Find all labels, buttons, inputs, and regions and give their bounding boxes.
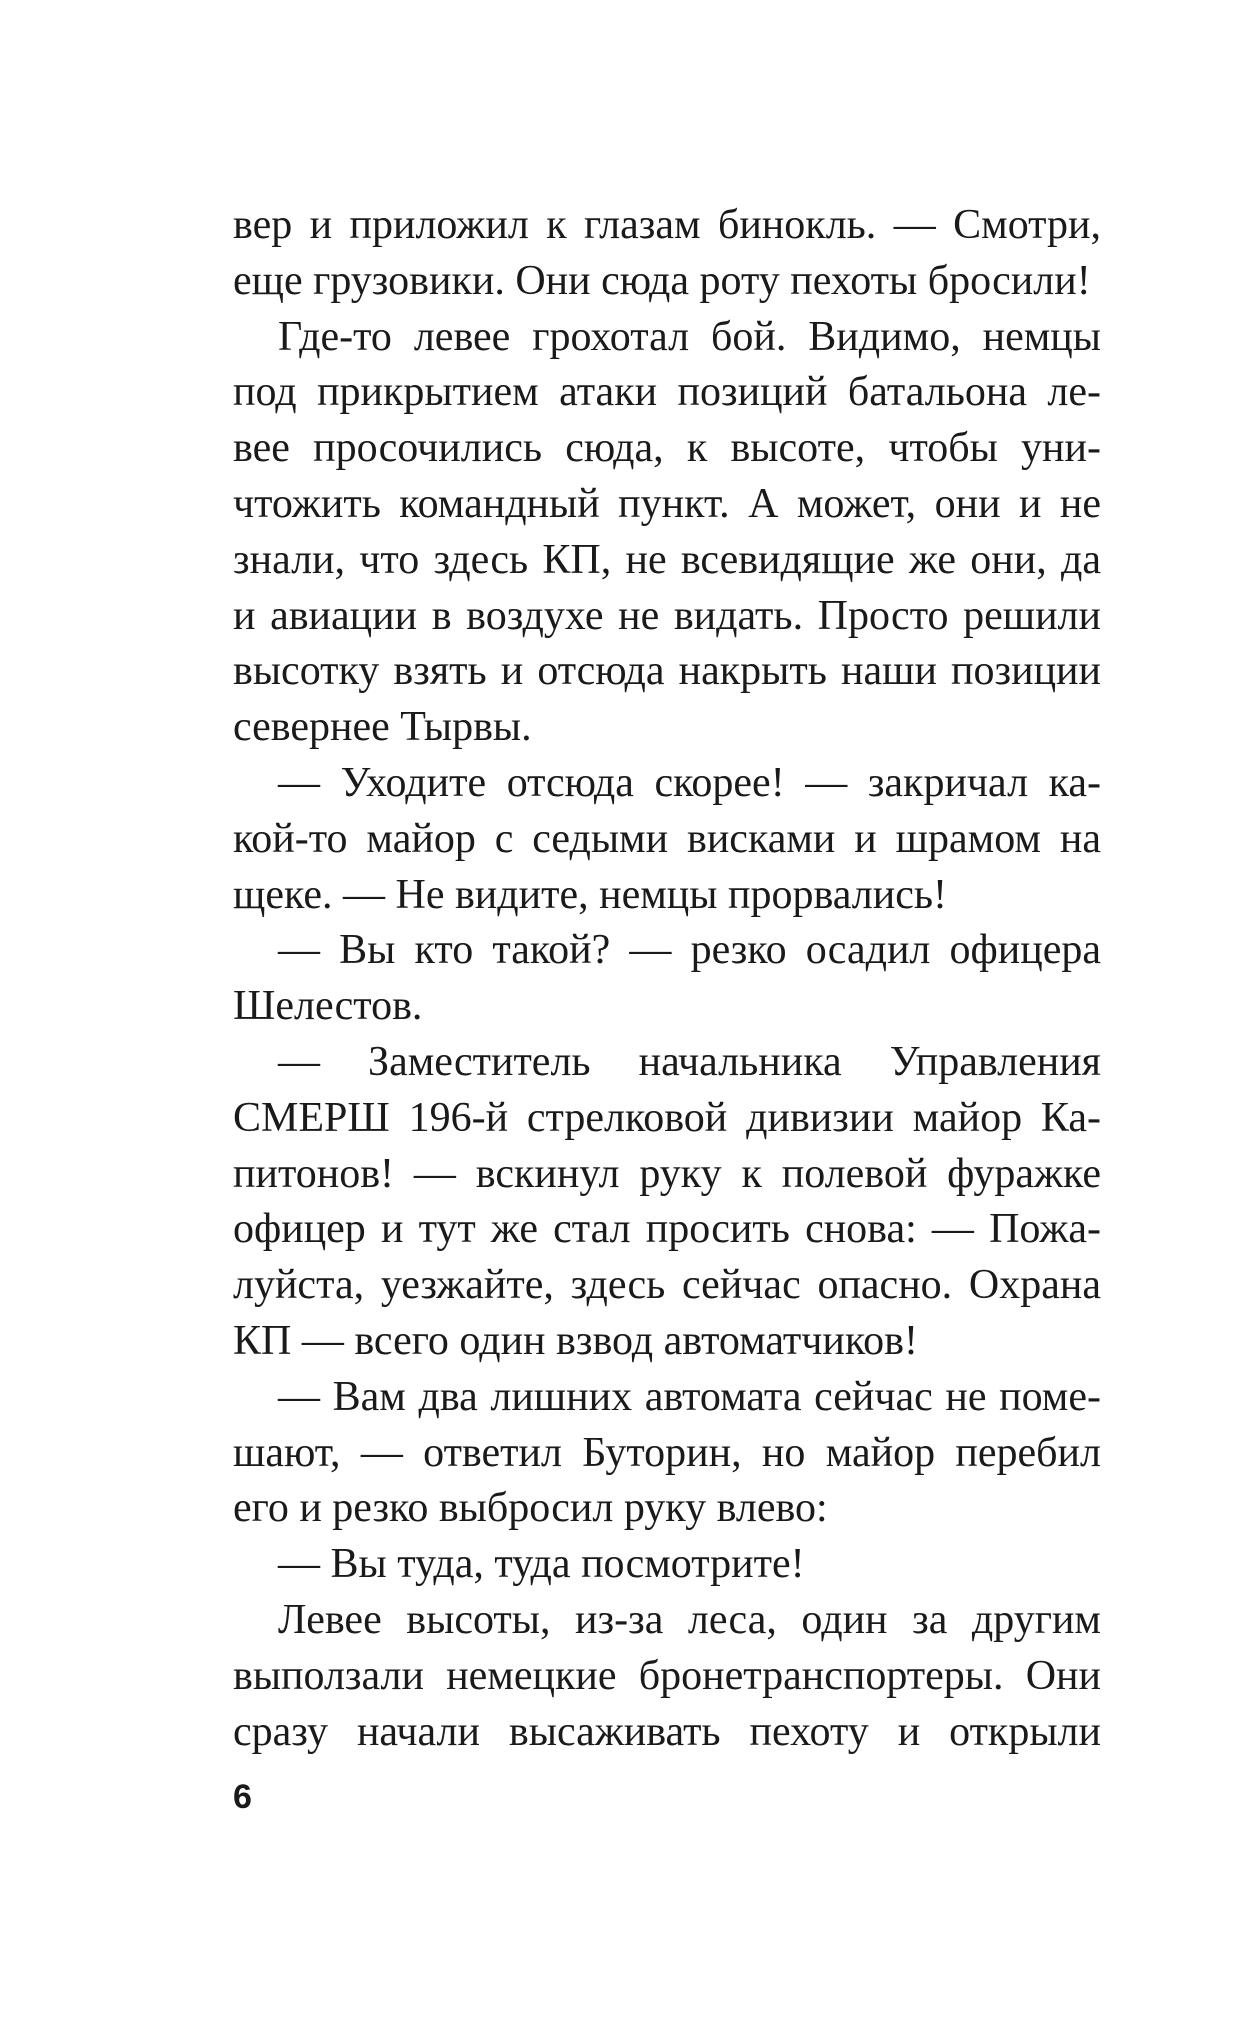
text-line: питонов! — вскинул руку к полевой фуражке (233, 1150, 1101, 1197)
text-line: Шелестов. (233, 983, 423, 1030)
text-line: — Вы туда, туда посмотрите! (278, 1541, 805, 1588)
text-line: под прикрытием атаки позиций батальона ле- (233, 369, 1101, 416)
page-number: 6 (233, 1778, 252, 1816)
text-line: знали, что здесь КП, не всевидящие же они, да (233, 536, 1101, 583)
text-line: луйста, уезжайте, здесь сейчас опасно. Охрана (233, 1262, 1101, 1309)
text-line: выползали немецкие бронетранспортеры. Они (233, 1652, 1101, 1699)
text-line: СМЕРШ 196-й стрелковой дивизии майор Ка- (233, 1094, 1101, 1141)
text-line: — Заместитель начальника Управления (278, 1038, 1101, 1085)
text-line: кой-то майор с седыми висками и шрамом на (233, 815, 1101, 862)
text-line: офицер и тут же стал просить снова: — Пожа- (233, 1206, 1101, 1253)
text-line: — Вам два лишних автомата сейчас не поме- (278, 1373, 1101, 1420)
text-line: щеке. — Не видите, немцы прорвались! (233, 871, 947, 918)
text-line: вер и приложил к глазам бинокль. — Смотри, (233, 202, 1101, 248)
body-text (233, 198, 1101, 1760)
text-line: севернее Тырвы. (233, 704, 532, 751)
text-line: — Вы кто такой? — резко осадил офицера (278, 927, 1101, 974)
text-line: высотку взять и отсюда накрыть наши позиции (233, 648, 1101, 695)
text-line: — Уходите отсюда скорее! — закричал ка- (278, 759, 1101, 806)
text-line: еще грузовики. Они сюда роту пехоты бросили! (233, 257, 1091, 304)
text-line: сразу начали высаживать пехоту и открыли (233, 1708, 1101, 1755)
text-line: Левее высоты, из-за леса, один за другим (278, 1596, 1101, 1643)
text-line: КП — всего один взвод автоматчиков! (233, 1317, 918, 1364)
text-line: его и резко выбросил руку влево: (233, 1485, 828, 1532)
text-line: вее просочились сюда, к высоте, чтобы уни- (233, 425, 1101, 472)
text-line: чтожить командный пункт. А может, они и не (233, 480, 1101, 527)
text-line: и авиации в воздухе не видать. Просто решили (233, 592, 1101, 639)
text-line: Где-то левее грохотал бой. Видимо, немцы (278, 313, 1101, 360)
text-line: шают, — ответил Буторин, но майор перебил (233, 1429, 1101, 1476)
